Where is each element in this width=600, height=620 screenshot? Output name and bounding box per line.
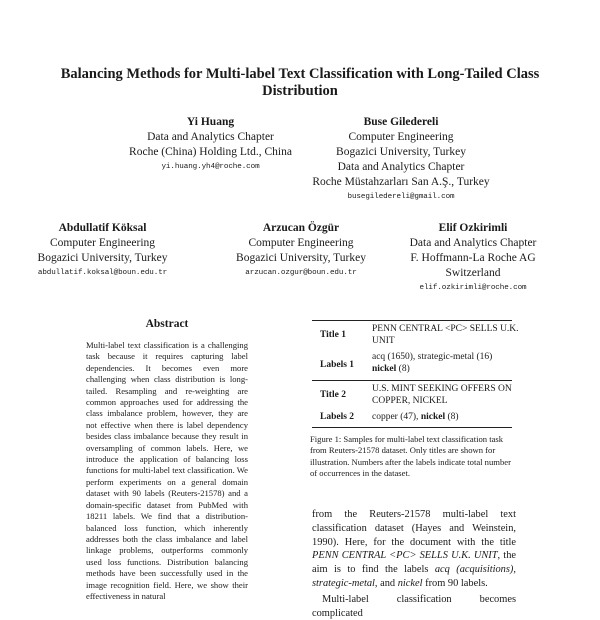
table-row: [312, 321, 519, 351]
label-term: nickel: [397, 577, 423, 589]
row-value: [372, 351, 522, 375]
author-block: [0, 221, 205, 280]
author-affiliation: Data and Analytics Chapter: [147, 131, 274, 143]
body-text-segment: from 90 labels.: [422, 577, 488, 589]
label-term: strategic-metal: [312, 577, 375, 589]
row-label: Title 2: [320, 390, 346, 400]
figure-caption: Figure 1: Samples for multi-label text classification task from Reuters-21578 dataset. Only titles are shown for illustration. Numbers after the labels indicate total number of occurrences in the dataset.: [310, 434, 511, 479]
author-block: [368, 221, 578, 295]
labels-bold: nickel: [420, 412, 446, 422]
author-affiliation: Roche Müstahzarları San A.Ş., Turkey: [312, 176, 490, 188]
author-affiliation: Computer Engineering: [49, 237, 156, 249]
author-block: [98, 115, 323, 174]
labels-plain: copper (47),: [372, 412, 421, 422]
row-value: [372, 411, 522, 423]
author-affiliation: Bogazici University, Turkey: [236, 252, 366, 264]
body-text-segment: from the Reuters-21578 multi-label text classification dataset (Hayes and Weinstein, 1990). Here, for the document with the title: [312, 509, 516, 548]
row-label: Title 1: [320, 330, 346, 340]
row-value: U.S. MINT SEEKING OFFERS ON COPPER, NICKEL: [372, 384, 512, 407]
body-paragraph: Multi-label classification becomes complicated: [312, 593, 516, 619]
body-text-segment: ,: [513, 564, 516, 576]
sample-table: [312, 320, 519, 428]
author-affiliation: Roche (China) Holding Ltd., China: [129, 146, 292, 158]
body-text-segment: , and: [374, 577, 398, 589]
table-row: [312, 351, 512, 380]
author-block: [296, 115, 506, 204]
author-email[interactable]: elif.ozkirimli@roche.com: [419, 284, 527, 292]
author-name: Abdullatif Köksal: [58, 222, 147, 234]
author-affiliation: Data and Analytics Chapter: [409, 237, 537, 249]
author-affiliation: Switzerland: [445, 267, 501, 279]
author-email[interactable]: abdullatif.koksal@boun.edu.tr: [37, 269, 168, 277]
row-value: PENN CENTRAL <PC> SELLS U.K. UNIT: [372, 324, 519, 347]
author-affiliation: F. Hoffmann-La Roche AG: [410, 252, 536, 264]
author-name: Arzucan Özgür: [262, 222, 340, 234]
table-bottom-rule: [312, 427, 512, 428]
author-name: Elif Ozkirimli: [438, 222, 508, 234]
abstract-text: Multi-label text classification is a challenging task because it requires capturing label dependencies. It becomes even more challenging when class distribution is long-tailed. Resampling and re-weighting are common approaches used for addressing the class imbalance problem, however, they are not effective when there is label dependency besides class imbalance because they result in oversampling of common labels. Here, we introduce the application of balancing loss functions for multi-label text classification. We perform experiments on a general domain dataset with 90 labels (Reuters-21578) and a domain-specific dataset from PubMed with 18211 labels. We find that a distribution-balanced loss function, which inherently addresses both the class imbalance and label linkage problems, outperforms commonly used loss functions. Distribution balancing methods have been successfully used in the image recognition field. Here, we show their effectiveness in natural: [86, 340, 248, 601]
paper-title: Balancing Methods for Multi-label Text Classification with Long-Tailed Class Distribution: [60, 66, 540, 99]
labels-tail: (8): [396, 364, 410, 375]
abstract-heading: Abstract: [145, 318, 189, 330]
author-affiliation: Data and Analytics Chapter: [337, 161, 465, 173]
author-email[interactable]: busegiledereli@gmail.com: [347, 193, 455, 201]
row-label: Labels 1: [320, 360, 355, 370]
author-block: [221, 221, 381, 280]
author-email[interactable]: yi.huang.yh4@roche.com: [161, 163, 260, 171]
author-email[interactable]: arzucan.ozgur@boun.edu.tr: [245, 269, 357, 277]
author-name: Buse Giledereli: [363, 116, 439, 128]
table-row: [312, 409, 512, 427]
author-affiliation: Bogazici University, Turkey: [336, 146, 466, 158]
row-label: Labels 2: [320, 412, 355, 422]
author-affiliation: Computer Engineering: [248, 237, 354, 249]
labels-bold: nickel: [372, 364, 397, 375]
author-affiliation: Bogazici University, Turkey: [37, 252, 168, 264]
author-affiliation: Computer Engineering: [348, 131, 454, 143]
labels-tail: (8): [445, 412, 459, 422]
labels-plain: acq (1650), strategic-metal (16): [372, 352, 493, 362]
body-text: [312, 508, 516, 620]
table-row: [312, 381, 512, 409]
body-text-segment: , the aim is to find the labels: [312, 550, 517, 576]
document-title: PENN CENTRAL <PC> SELLS U.K. UNIT: [312, 550, 498, 562]
label-term: acq (acquisitions): [434, 564, 514, 576]
author-name: Yi Huang: [186, 116, 235, 128]
